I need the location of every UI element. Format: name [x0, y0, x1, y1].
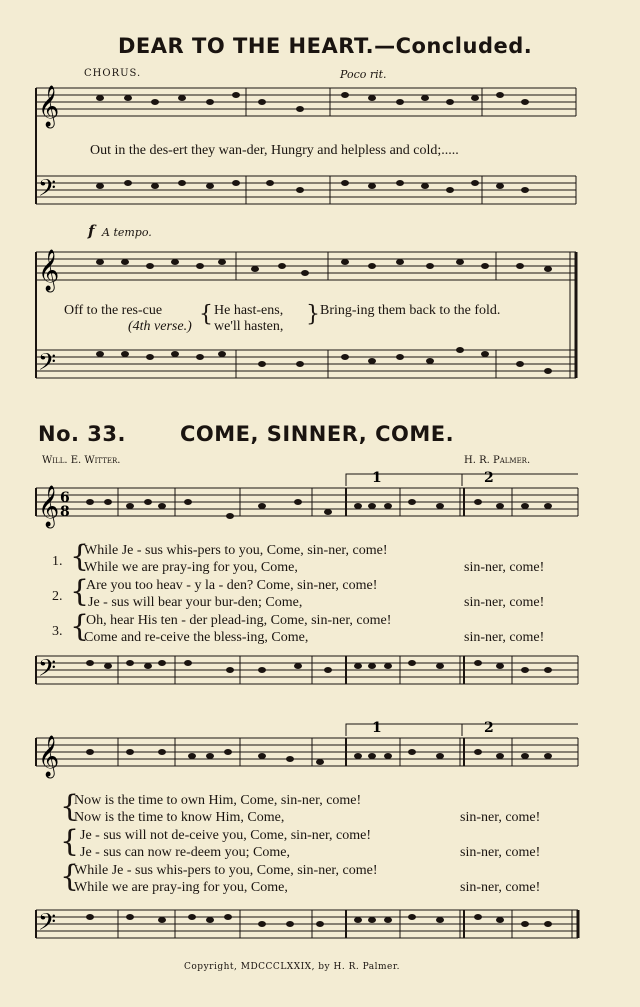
ending-1-label: 1 — [372, 470, 382, 486]
refrain-line-end: sin-ner, come! — [460, 880, 541, 895]
refrain-line: Je - sus will not de-ceive you, Come, sin-ner, come! — [80, 828, 372, 843]
refrain-line: While we are pray-ing for you, Come, — [74, 880, 288, 895]
brace: { — [60, 789, 80, 824]
refrain-line: Je - sus can now re-deem you; Come, — [80, 845, 290, 860]
lyric-line: we'll hasten, — [214, 319, 284, 334]
verse-line-end: sin-ner, come! — [464, 595, 545, 610]
copyright-notice: Copyright, MDCCCLXXIX, by H. R. Palmer. — [184, 962, 400, 972]
refrain-line: While Je - sus whis-pers to you, Come, sin-ner, come! — [74, 863, 378, 878]
brace: { — [60, 859, 80, 894]
lyric-line: Off to the res-cue — [64, 303, 163, 318]
svg-text:𝄞: 𝄞 — [38, 86, 60, 127]
lyricist-credit: Will. E. Witter. — [42, 455, 121, 466]
verse-line: Je - sus will bear your bur-den; Come, — [88, 595, 303, 610]
hymn-number: No. 33. — [38, 422, 126, 446]
brace: { — [199, 302, 213, 327]
brace: } — [306, 302, 320, 327]
verse-number: 1. — [52, 554, 63, 569]
page-title: DEAR TO THE HEART.—Concluded. — [118, 34, 533, 58]
chorus-label: CHORUS. — [84, 68, 142, 79]
refrain-line-end: sin-ner, come! — [460, 810, 541, 825]
svg-text:𝄞: 𝄞 — [38, 250, 60, 291]
ending-2-label: 2 — [484, 720, 494, 736]
refrain-line: Now is the time to know Him, Come, — [74, 810, 285, 825]
ending-2-label: 2 — [484, 470, 494, 486]
lyric-line: Out in the des-ert they wan-der, Hungry and helpless and cold;..... — [90, 143, 459, 158]
verse-line-end: sin-ner, come! — [464, 630, 545, 645]
svg-text:𝄢: 𝄢 — [38, 174, 57, 207]
svg-text:𝄢: 𝄢 — [38, 348, 57, 381]
verse-line: Come and re-ceive the bless-ing, Come, — [84, 630, 309, 645]
brace: { — [70, 609, 90, 644]
music-system-2 — [0, 240, 640, 400]
verse-line: While we are pray-ing for you, Come, — [84, 560, 298, 575]
music-system-4 — [0, 716, 640, 796]
music-system-3 — [0, 466, 640, 546]
ending-1-label: 1 — [372, 720, 382, 736]
lyric-line: He hast-ens, — [214, 303, 284, 318]
composer-credit: H. R. Palmer. — [464, 455, 531, 466]
refrain-line-end: sin-ner, come! — [460, 845, 541, 860]
svg-text:𝄞: 𝄞 — [38, 736, 60, 777]
time-signature-top: 6 — [60, 490, 70, 506]
brace: { — [70, 574, 90, 609]
music-system-4-bass — [0, 900, 640, 956]
time-signature-bottom: 8 — [60, 504, 70, 520]
brace: { — [70, 539, 90, 574]
svg-text:𝄢: 𝄢 — [38, 654, 57, 687]
verse-number: 3. — [52, 624, 63, 639]
hymn-title: COME, SINNER, COME. — [180, 422, 455, 446]
brace: { — [60, 824, 80, 859]
verse-number: 2. — [52, 589, 63, 604]
refrain-line: Now is the time to own Him, Come, sin-ner, come! — [74, 793, 362, 808]
verse-line-end: sin-ner, come! — [464, 560, 545, 575]
lyric-line: (4th verse.) — [128, 319, 192, 334]
lyric-line: Bring-ing them back to the fold. — [320, 303, 501, 318]
verse-line: Are you too heav - y la - den? Come, sin-ner, come! — [86, 578, 378, 593]
tempo-marking: A tempo. — [102, 226, 152, 239]
svg-text:𝄢: 𝄢 — [38, 908, 57, 941]
svg-text:𝄞: 𝄞 — [38, 486, 60, 527]
tempo-marking: Poco rit. — [340, 68, 387, 81]
verse-line: Oh, hear His ten - der plead-ing, Come, sin-ner, come! — [86, 613, 392, 628]
music-system-3-bass — [0, 650, 640, 710]
dynamic-marking: f — [88, 222, 95, 240]
verse-line: While Je - sus whis-pers to you, Come, sin-ner, come! — [84, 543, 388, 558]
